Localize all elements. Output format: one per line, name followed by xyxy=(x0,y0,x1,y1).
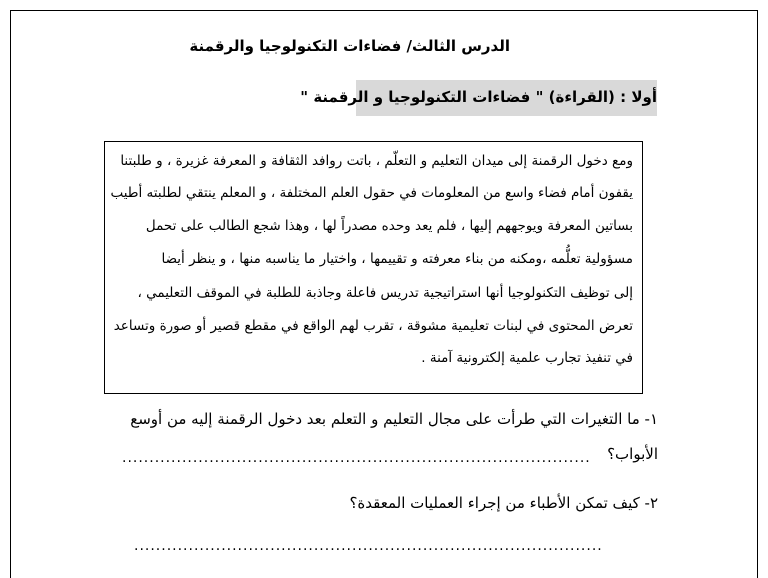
question-1-text-continued: الأبواب؟ xyxy=(607,445,658,463)
passage-line: تعرض المحتوى في لبنات تعليمية مشوقة ، تقرب لهم الواقع في مقطع قصير أو صورة وتساعد xyxy=(113,318,633,334)
passage-line: مسؤولية تعلُّمه ،ومكنه من بناء معرفته و تقييمها ، واختيار ما يناسبه منها ، و ينظر أيضا xyxy=(161,251,633,267)
passage-line: يقفون أمام فضاء واسع من المعلومات في حقول العلم المختلفة ، و المعلم ينتقي لطلبته أطيب xyxy=(110,185,633,201)
page-border-left xyxy=(10,10,11,578)
page-border-right xyxy=(757,10,758,578)
passage-line: ومع دخول الرقمنة إلى ميدان التعليم و التعلّم ، باتت روافد الثقافة و المعرفة غزيرة ، و طلبتنا xyxy=(120,153,633,169)
question-1-text: ١- ما التغيرات التي طرأت على مجال التعليم و التعلم بعد دخول الرقمنة إليه من أوسع xyxy=(130,410,658,428)
passage-line: إلى توظيف التكنولوجيا أنها استراتيجية تدريس فاعلة وجاذبة للطلبة في الموقف التعليمي ، xyxy=(137,285,633,301)
passage-line: بساتين المعرفة ويوجههم إليها ، فلم يعد وحده مصدراً لها ، وهذا شجع الطالب على تحمل xyxy=(145,218,633,234)
section-heading: أولا : (القراءة) " فضاءات التكنولوجيا و الرقمنة " xyxy=(356,80,657,116)
page-border-top xyxy=(10,10,758,11)
question-2-text: ٢- كيف تمكن الأطباء من إجراء العمليات المعقدة؟ xyxy=(349,494,658,512)
answer-line-2[interactable]: ...................................................................................... xyxy=(134,538,603,554)
lesson-title: الدرس الثالث/ فضاءات التكنولوجيا والرقمنة xyxy=(189,37,510,55)
answer-line-1[interactable]: ...................................................................................... xyxy=(122,450,591,466)
passage-line: في تنفيذ تجارب علمية إلكترونية آمنة . xyxy=(421,350,633,366)
